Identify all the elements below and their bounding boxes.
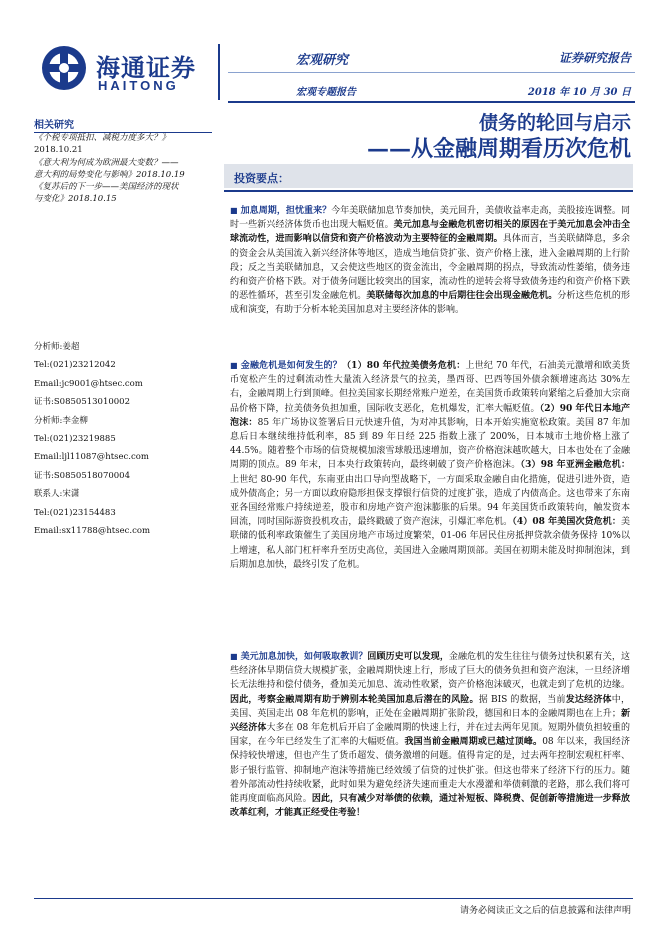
haitong-logo-icon [40, 44, 88, 92]
logo-name-en: HAITONG [98, 78, 179, 93]
key-points-rule [224, 190, 633, 192]
footer-rule [34, 898, 633, 899]
related-research-list [34, 132, 214, 206]
contact-email[interactable]: Email:sx11788@htsec.com [34, 526, 151, 537]
related-item[interactable]: 《复苏后的下一步——美国经济的现状 [34, 182, 179, 193]
report-title: 债务的轮回与启示 [478, 112, 631, 134]
company-logo [40, 44, 210, 100]
analyst-tel: Tel:(021)23212042 [34, 360, 116, 371]
header-rule-bottom [228, 101, 635, 103]
contact-tel: Tel:(021)23154483 [34, 507, 116, 518]
analyst-contacts [34, 338, 214, 540]
related-item[interactable]: 意大利的局势变化与影响》2018.10.19 [34, 169, 185, 180]
key-point-paragraph: ■ 金融危机是如何发生的？（1）80 年代拉美债务危机：上世纪 70 年代，石油美元激增和欧美货币宽松产生的过剩流动性大量流入经济景气的拉美，墨西哥、巴西等国外债余额增速高达 30%左右，金融周期上行到顶峰。但拉美国家长期经常账户逆差，在美国货币政策转向紧缩之后叠加大宗商品价格下降，拉美债务负担加重，国际收支恶化，危机爆发，汇率大幅贬值。（2）90 年代日本地产泡沫：85 年广场协议签署后日元快速升值，为对冲其影响，日本开始实施宽松政策。美国 87 年加息后日本继续维持低利率，85 到 89 年日经 225 指数上涨了 200%，日本城市土地价格上涨了 44.5%。随着整个市场的信贷规模加滚雪球般迅速增加，资产价格泡沫越吹越大，日本也处在了金融周期的顶点。89 年末，日本央行政策转向，最终刺破了资产价格泡沫。（3）98 年亚洲金融危机：上世纪 80-90 年代，东南亚由出口导向型战略下，一方面采取金融自由化措施，促进引进外资，造成外债高企；另一方面以政府隐形担保支撑银行信贷的过度扩张，造成了内债高企。这也带来了东南亚各国经常账户持续逆差，股市和房地产资产泡沫膨胀的后果。94 年美国货币政策转向，触发资本回流，同时国际游资投机攻击，最终戳破了资产泡沫，引爆汇率危机。（4）08 年美国次贷危机：美联储的低利率政策催生了美国房地产市场过度繁荣，01-06 年居民住房抵押贷款余债务保持 10%以上增速，私人部门杠杆率升至历史高位，美国进入金融周期顶部。美国在初期未能及时抑制泡沫，到后期加息加快，最终引发了危机。 [230, 361, 630, 570]
bullet-icon: ■ [230, 206, 238, 215]
key-points-heading: 投资要点： [234, 172, 289, 185]
related-item[interactable]: 与变化》2018.10.15 [34, 194, 117, 205]
related-research-heading: 相关研究 [34, 116, 212, 133]
report-category: 宏观研究 [296, 53, 349, 68]
footer-disclaimer: 请务必阅读正文之后的信息披露和法律声明 [459, 906, 631, 916]
analyst-email[interactable]: Email:ljl11087@htsec.com [34, 452, 149, 463]
related-item[interactable]: 《个税专项抵扣、减税力度多大？》 [34, 133, 171, 143]
analyst-cert: 证书:S0850518070004 [34, 470, 130, 481]
analyst-cert: 证书:S0850513010002 [34, 397, 130, 408]
analyst-name: 分析师:姜超 [34, 342, 80, 352]
analyst-name: 分析师:李金柳 [34, 415, 88, 426]
report-date: 2018 年 10 月 30 日 [527, 87, 631, 98]
bullet-icon: ■ [230, 652, 238, 661]
analyst-tel: Tel:(021)23219885 [34, 434, 116, 445]
bullet-icon: ■ [230, 361, 238, 370]
key-point-paragraph: ■ 美元加息加快，如何吸取教训？回顾历史可以发现，金融危机的发生往往与债务过快积累有关，这些经济体早期信贷大规模扩张，金融周期快速上行，形成了巨大的债务负担和资产泡沫，一旦经济增长无法维持和偿付债务，叠加美元加息、流动性收紧，资产价格泡沫破灭，也就走到了危机的边缘。因此，考察金融周期有助于辨别本轮美国加息后潜在的风险。据 BIS 的数据，当前发达经济体中，美国、英国走出 08 年危机的影响，正处在金融周期扩张阶段，德国和日本的金融周期也在上升；新兴经济体大多在 08 年危机后开启了金融周期的快速上行，并在过去两年见顶。短期外债负担较重的国家，在今年已经发生了汇率的大幅贬值。我国当前金融周期或已越过顶峰。08 年以来，我国经济保持较快增速，但也产生了货币超发、债务激增的问题。值得肯定的是，过去两年控制宏观杠杆率、影子银行监管、抑制地产泡沫等措施已经效缓了信贷的过快扩张。但这也带来了经济下行的压力。随着外部流动性持续收紧，此时如果为避免经济失速而重走大水漫灌和举债刺激的老路，那么我们将可能再度面临高风险。因此，只有减少对举债的依赖，通过补短板、降税费、促创新等措施进一步释放改革红利，才能真正经受住考验！ [230, 652, 630, 819]
report-subcategory: 宏观专题报告 [296, 87, 356, 98]
report-subtitle: ——从金融周期看历次危机 [366, 136, 631, 162]
logo-name-cn: 海通证券 [96, 53, 196, 82]
header-rule-top [228, 72, 635, 73]
related-item: 2018.10.21 [34, 145, 83, 156]
header-divider [218, 44, 220, 100]
analyst-email[interactable]: Email:jc9001@htsec.com [34, 378, 143, 389]
key-point-paragraph: ■ 加息周期，担忧重来？今年美联储加息节奏加快，美元回升，美债收益率走高，美股接连调整。同时一些新兴经济体货币也出现大幅贬值。美元加息与金融危机密切相关的原因在于美元加息会冲击全球流动性，进而影响以信贷和资产价格波动为主要特征的金融周期。具体而言，当美联储降息，多余的资金会从美国流入新兴经济体等地区，造成当地信贷扩张、资产价格上涨，进入金融周期的上行阶段；反之当美联储加息，又会使这些地区的资金流出，令金融周期的拐点，导致流动性萎缩，债务违约和资产价格下跌。对于债务问题比较突出的国家，流动性的逆转会将导致债务违约和资产价格下跌的恶性循环，甚至引发金融危机。美联储每次加息的中后期往往会出现金融危机。分析这些危机的形成和演变，有助于分析本轮美国加息对主要经济体的影响。 [230, 206, 630, 316]
contact-name: 联系人:宋潇 [34, 489, 80, 500]
related-item[interactable]: 《意大利为何成为欧洲最大变数？—— [34, 157, 179, 168]
report-doc-type: 证券研究报告 [558, 51, 631, 65]
